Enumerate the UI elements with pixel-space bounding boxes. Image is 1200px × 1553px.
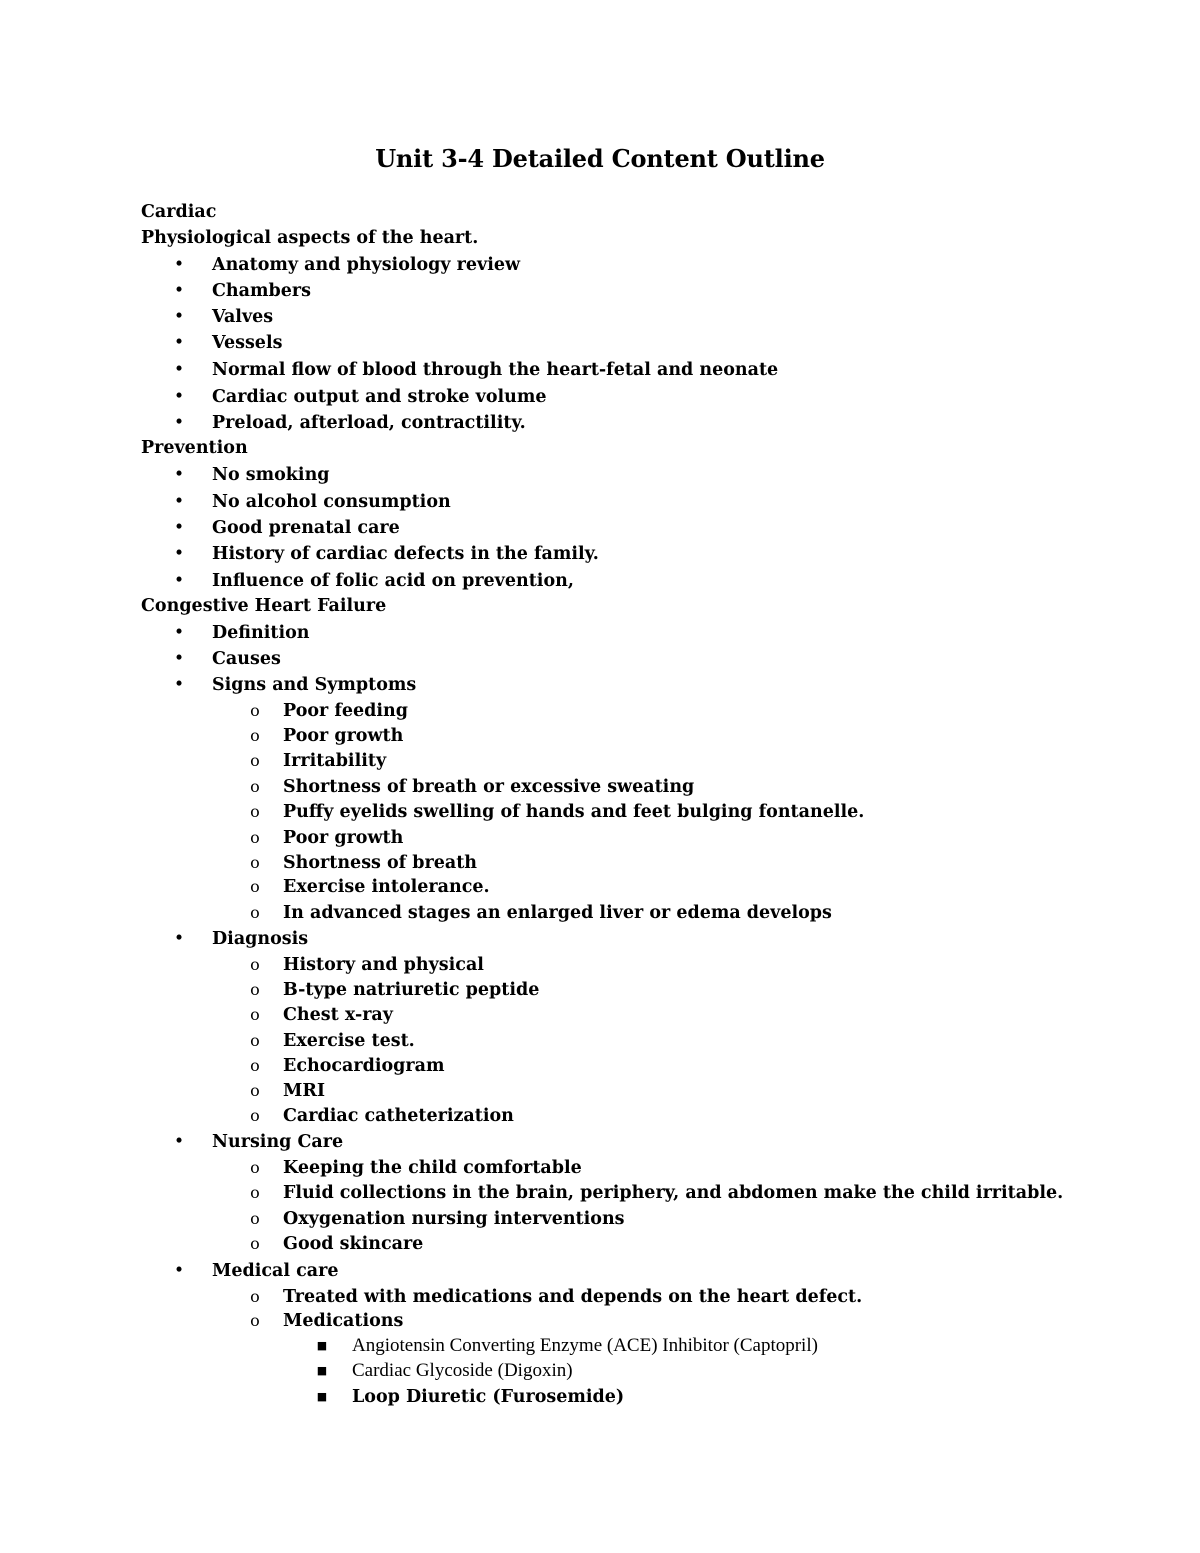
outline-item — [0, 1206, 1200, 1232]
outline-item — [0, 489, 1200, 515]
outline-item-text: Cardiac catheterization — [283, 1106, 514, 1126]
bullet-marker: • — [173, 544, 185, 564]
outline-item — [0, 410, 1200, 436]
outline-item — [0, 620, 1200, 646]
outline-item-text: Chambers — [212, 281, 311, 301]
outline-item — [0, 384, 1200, 410]
bullet-marker: o — [250, 1056, 260, 1075]
outline-item — [0, 252, 1200, 278]
bullet-marker: ■ — [316, 1339, 328, 1352]
outline-item — [0, 1103, 1200, 1129]
outline-item — [0, 1028, 1200, 1054]
bullet-marker: ■ — [316, 1390, 328, 1403]
section-heading — [0, 225, 1200, 251]
outline-item — [0, 1002, 1200, 1028]
outline-item — [0, 1333, 1200, 1359]
outline-item-text: Poor feeding — [283, 701, 408, 721]
bullet-marker: o — [250, 1005, 260, 1024]
outline-item-text: Shortness of breath — [283, 853, 478, 873]
outline-item-text: Poor growth — [283, 828, 404, 848]
outline-item — [0, 850, 1200, 876]
outline-item-text: Good skincare — [283, 1234, 424, 1254]
outline-item-text: Nursing Care — [212, 1132, 344, 1152]
bullet-marker: o — [250, 1106, 260, 1125]
outline-item — [0, 825, 1200, 851]
bullet-marker: • — [173, 307, 185, 327]
bullet-marker: • — [173, 623, 185, 643]
bullet-marker: • — [173, 571, 185, 591]
outline-item-text: Definition — [212, 623, 310, 643]
outline-item — [0, 1155, 1200, 1181]
bullet-marker: o — [250, 751, 260, 770]
outline-item-text: Irritability — [283, 751, 387, 771]
outline-item — [0, 462, 1200, 488]
section-heading — [0, 593, 1200, 619]
bullet-marker: ■ — [316, 1364, 328, 1377]
bullet-marker: o — [250, 802, 260, 821]
bullet-marker: • — [173, 255, 185, 275]
outline-item-text: Vessels — [212, 333, 283, 353]
outline-item — [0, 1258, 1200, 1284]
outline-item-text: Chest x-ray — [283, 1005, 393, 1025]
outline-item-text: Causes — [212, 649, 281, 669]
outline-item-text: Exercise intolerance. — [283, 877, 490, 897]
document-title: Unit 3-4 Detailed Content Outline — [375, 144, 825, 173]
outline-item-text: Congestive Heart Failure — [141, 596, 387, 616]
outline-item-text: Treated with medications and depends on the heart defect. — [283, 1287, 863, 1307]
bullet-marker: o — [250, 1081, 260, 1100]
outline-item — [0, 1308, 1200, 1334]
outline-item-text: Good prenatal care — [212, 518, 400, 538]
outline-item-text: Loop Diuretic (Furosemide) — [352, 1387, 625, 1407]
outline-item — [0, 723, 1200, 749]
outline-item-text: Angiotensin Converting Enzyme (ACE) Inhibitor (Captopril) — [352, 1335, 818, 1356]
bullet-marker: o — [250, 903, 260, 922]
outline-item-text: Poor growth — [283, 726, 404, 746]
outline-item-text: History of cardiac defects in the family. — [212, 544, 599, 564]
outline-item-text: Preload, afterload, contractility. — [212, 413, 526, 433]
bullet-marker: • — [173, 675, 185, 695]
bullet-marker: o — [250, 726, 260, 745]
bullet-marker: o — [250, 701, 260, 720]
section-heading — [0, 435, 1200, 461]
outline-item — [0, 977, 1200, 1003]
outline-item — [0, 1180, 1200, 1206]
bullet-marker: • — [173, 518, 185, 538]
outline-item — [0, 926, 1200, 952]
bullet-marker: • — [173, 1261, 185, 1281]
outline-item — [0, 1231, 1200, 1257]
outline-item — [0, 952, 1200, 978]
bullet-marker: • — [173, 360, 185, 380]
outline-item-text: Oxygenation nursing interventions — [283, 1209, 625, 1229]
outline-item — [0, 799, 1200, 825]
bullet-marker: o — [250, 853, 260, 872]
outline-item-text: Exercise test. — [283, 1031, 415, 1051]
outline-item-text: In advanced stages an enlarged liver or edema develops — [283, 903, 832, 923]
bullet-marker: o — [250, 1311, 260, 1330]
outline-item-text: Prevention — [141, 438, 248, 458]
outline-item — [0, 900, 1200, 926]
bullet-marker: • — [173, 333, 185, 353]
outline-item-text: Echocardiogram — [283, 1056, 445, 1076]
outline-item-text: No smoking — [212, 465, 330, 485]
outline-item-text: Fluid collections in the brain, periphery, and abdomen make the child irritable. — [283, 1183, 1064, 1203]
bullet-marker: o — [250, 1183, 260, 1202]
bullet-marker: o — [250, 955, 260, 974]
outline-item — [0, 1129, 1200, 1155]
outline-item-text: Medical care — [212, 1261, 339, 1281]
outline-item — [0, 541, 1200, 567]
section-heading — [0, 199, 1200, 225]
outline-item-text: MRI — [283, 1081, 326, 1101]
outline-item-text: Medications — [283, 1311, 404, 1331]
outline-item — [0, 330, 1200, 356]
outline-item-text: Cardiac output and stroke volume — [212, 387, 547, 407]
outline-item-text: Signs and Symptoms — [212, 675, 417, 695]
outline-item — [0, 568, 1200, 594]
bullet-marker: o — [250, 1031, 260, 1050]
outline-item — [0, 748, 1200, 774]
bullet-marker: • — [173, 929, 185, 949]
bullet-marker: • — [173, 1132, 185, 1152]
bullet-marker: o — [250, 980, 260, 999]
outline-item-text: Shortness of breath or excessive sweating — [283, 777, 695, 797]
outline-item-text: Valves — [212, 307, 274, 327]
outline-item-text: No alcohol consumption — [212, 492, 451, 512]
outline-item-text: Diagnosis — [212, 929, 309, 949]
outline-item — [0, 278, 1200, 304]
outline-item-text: Cardiac Glycoside (Digoxin) — [352, 1360, 573, 1381]
outline-item-text: Puffy eyelids swelling of hands and feet bulging fontanelle. — [283, 802, 865, 822]
outline-item-text: Keeping the child comfortable — [283, 1158, 582, 1178]
outline-item — [0, 874, 1200, 900]
outline-item — [0, 672, 1200, 698]
outline-item-text: Anatomy and physiology review — [212, 255, 521, 275]
bullet-marker: o — [250, 1234, 260, 1253]
bullet-marker: • — [173, 387, 185, 407]
outline-item-text: Normal flow of blood through the heart-fetal and neonate — [212, 360, 779, 380]
outline-item — [0, 646, 1200, 672]
outline-item — [0, 515, 1200, 541]
bullet-marker: • — [173, 492, 185, 512]
bullet-marker: o — [250, 1209, 260, 1228]
bullet-marker: • — [173, 465, 185, 485]
outline-item-text: History and physical — [283, 955, 484, 975]
outline-item-text: Physiological aspects of the heart. — [141, 228, 479, 248]
outline-item — [0, 357, 1200, 383]
outline-item — [0, 1384, 1200, 1410]
outline-item — [0, 304, 1200, 330]
outline-item-text: B-type natriuretic peptide — [283, 980, 540, 1000]
outline-item — [0, 1078, 1200, 1104]
bullet-marker: o — [250, 1158, 260, 1177]
bullet-marker: o — [250, 1287, 260, 1306]
outline-item — [0, 1358, 1200, 1384]
bullet-marker: • — [173, 281, 185, 301]
bullet-marker: o — [250, 777, 260, 796]
outline-item — [0, 774, 1200, 800]
bullet-marker: • — [173, 413, 185, 433]
bullet-marker: o — [250, 828, 260, 847]
bullet-marker: • — [173, 649, 185, 669]
outline-item — [0, 1284, 1200, 1310]
outline-item — [0, 698, 1200, 724]
outline-item-text: Cardiac — [141, 202, 217, 222]
outline-item-text: Influence of folic acid on prevention, — [212, 571, 574, 591]
bullet-marker: o — [250, 877, 260, 896]
outline-item — [0, 1053, 1200, 1079]
